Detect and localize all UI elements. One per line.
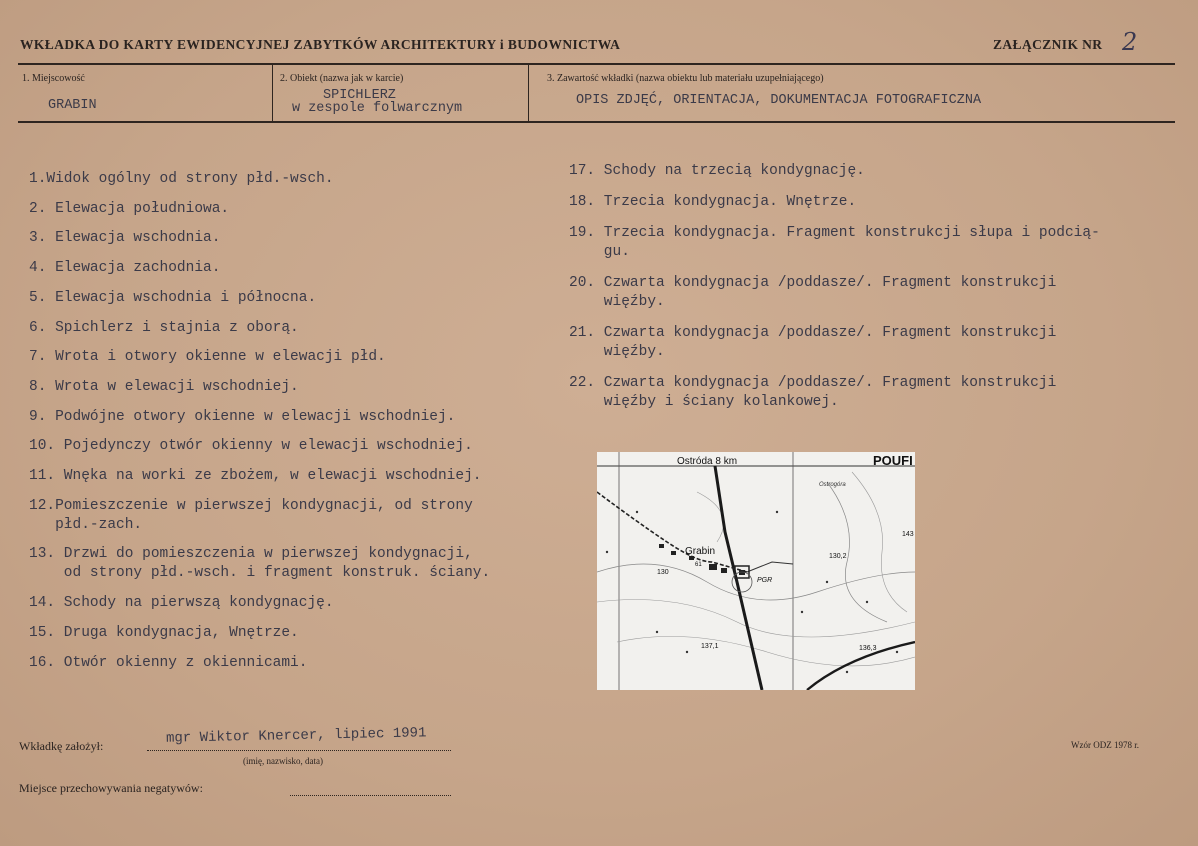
map-height-4: 136,3	[859, 645, 877, 652]
map-height-2: 143	[902, 531, 914, 538]
photo-caption-line: 18. Trzecia kondygnacja. Wnętrze.	[569, 194, 857, 210]
object-value-line1: SPICHLERZ	[323, 88, 396, 103]
photo-caption-line: 21. Czwarta kondygnacja /poddasze/. Fragment konstrukcji	[569, 325, 1057, 341]
map-height-3: 137,1	[701, 643, 719, 650]
photo-caption-line: 2. Elewacja południowa.	[29, 200, 230, 217]
photo-caption-line: 11. Wnęka na worki ze zbożem, w elewacji wschodniej.	[29, 468, 482, 484]
author-label: Wkładkę założył:	[19, 739, 104, 753]
photo-caption-line: 15. Druga kondygnacja, Wnętrze.	[29, 624, 299, 641]
map-height-5: 130	[657, 569, 669, 576]
photo-caption-line: więźby.	[569, 294, 665, 310]
photo-caption-line: 5. Elewacja wschodnia i północna.	[29, 289, 317, 306]
photo-caption-line: płd.-zach.	[29, 516, 143, 533]
photo-caption-line: 9. Podwójne otwory okienne w elewacji wschodniej.	[29, 408, 456, 425]
photo-caption-line: 1.Widok ogólny od strony płd.-wsch.	[29, 171, 334, 187]
photo-caption-line: 22. Czwarta kondygnacja /poddasze/. Fragment konstrukcji	[569, 375, 1057, 391]
photo-caption-line: gu.	[569, 244, 630, 260]
author-line	[147, 750, 451, 751]
map-village-label: Grabin	[685, 546, 716, 557]
photo-caption-line: od strony płd.-wsch. i fragment konstruk. ściany.	[29, 565, 491, 582]
map-place-small: Ostrogóra	[819, 482, 846, 488]
photo-caption-line: 14. Schody na pierwszą kondygnację.	[29, 595, 334, 612]
map-height-1: 130,2	[829, 553, 847, 560]
storage-line	[290, 795, 451, 796]
annex-number: 2	[1122, 28, 1138, 56]
header-bottom-rule	[18, 121, 1175, 123]
storage-label: Miejsce przechowywania negatywów:	[19, 781, 203, 795]
photo-caption-line: 17. Schody na trzecią kondygnację.	[569, 163, 865, 179]
photo-caption-line: więźby i ściany kolankowej.	[569, 394, 839, 410]
locality-label: 1. Miejscowość	[22, 73, 85, 84]
photo-caption-line: 20. Czwarta kondygnacja /poddasze/. Fragment konstrukcji	[569, 275, 1057, 291]
photo-caption-line: 16. Otwór okienny z okiennicami.	[29, 654, 308, 671]
object-label: 2. Obiekt (nazwa jak w karcie)	[280, 73, 404, 84]
photo-caption-line: 8. Wrota w elewacji wschodniej.	[29, 378, 299, 395]
map-drawing	[597, 452, 915, 690]
photo-caption-line: 19. Trzecia kondygnacja. Fragment konstrukcji słupa i podcią-	[569, 225, 1100, 241]
photo-caption-line: 12.Pomieszczenie w pierwszej kondygnacji, od strony	[29, 497, 473, 514]
content-value: OPIS ZDJĘĆ, ORIENTACJA, DOKUMENTACJA FOTOGRAFICZNA	[576, 93, 982, 108]
pattern-label: Wzór ODZ 1978 r.	[1071, 740, 1139, 750]
map-height-6: 61	[695, 562, 702, 568]
photo-caption-line: 13. Drzwi do pomieszczenia w pierwszej kondygnacji,	[29, 546, 473, 563]
map-road-label: Ostróda 8 km	[677, 456, 738, 467]
photo-caption-line: 3. Elewacja wschodnia.	[29, 230, 221, 247]
author-hint: (imię, nazwisko, data)	[243, 756, 323, 766]
location-map	[597, 452, 915, 690]
photo-caption-line: 6. Spichlerz i stajnia z oborą.	[29, 319, 299, 336]
locality-value: GRABIN	[48, 98, 97, 113]
header-divider-1	[272, 64, 273, 122]
photo-caption-line: 10. Pojedynczy otwór okienny w elewacji wschodniej.	[29, 438, 473, 455]
author-value: mgr Wiktor Knercer, lipiec 1991	[165, 725, 427, 747]
annex-label: ZAŁĄCZNIK NR	[993, 37, 1103, 52]
map-corner-label: POUFI	[873, 453, 913, 468]
header-divider-2	[528, 64, 529, 122]
object-value-line2: w zespole folwarcznym	[292, 101, 463, 116]
photo-caption-line: 4. Elewacja zachodnia.	[29, 260, 221, 277]
header-top-rule	[18, 63, 1175, 65]
content-label: 3. Zawartość wkładki (nazwa obiektu lub materiału uzupełniającego)	[547, 73, 824, 84]
photo-caption-line: 7. Wrota i otwory okienne w elewacji płd.	[29, 349, 386, 366]
map-farm-label: PGR	[757, 577, 773, 584]
form-title: WKŁADKA DO KARTY EWIDENCYJNEJ ZABYTKÓW ARCHITEKTURY i BUDOWNICTWA	[20, 37, 621, 52]
photo-caption-line: więźby.	[569, 344, 665, 360]
